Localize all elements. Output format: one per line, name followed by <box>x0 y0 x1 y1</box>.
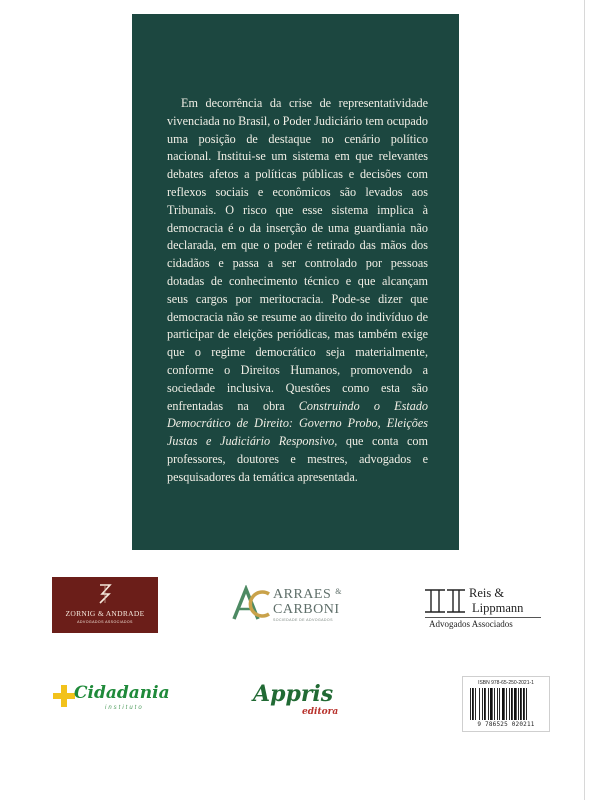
isbn-label: ISBN 978-65-250-2021-1 <box>478 680 534 686</box>
barcode-icon <box>469 688 543 720</box>
zornig-name: ZORNIG & ANDRADE <box>65 609 145 618</box>
cidadania-subtitle: instituto <box>105 705 144 711</box>
arraes-subtitle: SOCIEDADE DE ADVOGADOS <box>273 618 333 622</box>
appris-name: Appris <box>253 681 334 707</box>
appris-editora-logo <box>253 681 343 723</box>
reis-subtitle: Advogados Associados <box>429 619 513 629</box>
isbn-barcode-box <box>462 676 550 732</box>
blurb-text-part2: , que conta com professores, doutores e mestres, advogados e pesquisadores da temática apresentada. <box>167 434 428 484</box>
back-cover-blurb <box>167 95 428 487</box>
zornig-emblem-icon <box>97 583 113 605</box>
blurb-text-part1: Em decorrência da crise de representatividade vivenciada no Brasil, o Poder Judiciário tem ocupado uma posição de destaque no cenário político nacional. Institui-se um sistema em que relevantes debates afetos a políticas públicas e decisões com reflexos sociais e econômicos são levados aos Tribunais. O risco que esse sistema implica à democracia é o da inserção de uma guardiania não declarada, em que o poder é retirado das mãos dos cidadãos e passa a ser controlado por pessoas dotadas de conhecimento técnico e que alcançam seus cargos por meritocracia. Pode-se dizer que democracia não se resume ao direito do indivíduo de participar de eleições periódicas, mas também exige que o regime democrático seja materialmente, conforme o Direitos Humanos, promovendo a sociedade inclusiva. Questões como esta são enfrentadas na obra <box>167 96 428 413</box>
arraes-line1 <box>273 587 342 603</box>
arraes-carboni-logo <box>231 585 371 625</box>
zornig-subtitle: ADVOGADOS ASSOCIADOS <box>77 620 133 624</box>
zornig-andrade-logo <box>52 577 158 633</box>
appris-subtitle: editora <box>302 707 339 717</box>
page-edge-line <box>584 0 585 800</box>
reis-name: Reis & <box>469 586 505 600</box>
arraes-name: ARRAES <box>273 587 332 602</box>
carboni-name: CARBONI <box>273 602 340 617</box>
isbn-digits: 9 786525 020211 <box>477 721 535 728</box>
arraes-ampersand: & <box>335 587 342 596</box>
ac-monogram-icon <box>231 585 271 623</box>
book-title: Construindo o Estado Democrático de Direito: Governo Probo, Eleições Justas e Judiciário Responsivo <box>167 398 429 449</box>
instituto-cidadania-logo <box>50 681 180 723</box>
reis-lippmann-logo <box>423 584 545 632</box>
column-emblem-icon <box>423 586 467 616</box>
cidadania-name: Cidadania <box>74 683 170 703</box>
lippmann-name: Lippmann <box>472 601 524 615</box>
reis-divider <box>425 617 541 618</box>
plus-icon <box>52 684 76 708</box>
